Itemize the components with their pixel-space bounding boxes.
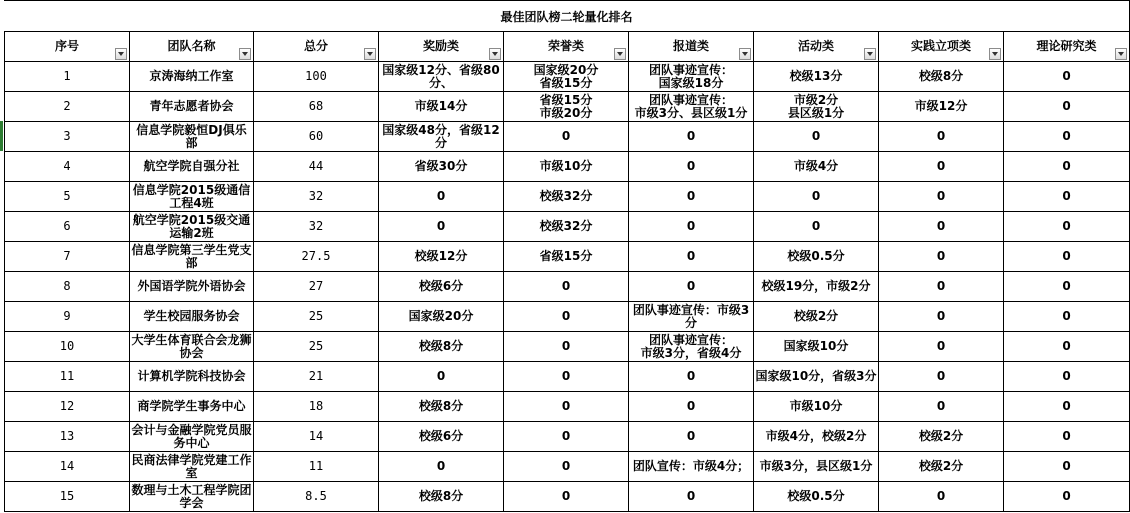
- cell-activity[interactable]: 校级0.5分: [754, 482, 879, 512]
- column-header-label: 实践立项类: [910, 39, 971, 53]
- cell-total-score[interactable]: 27: [254, 272, 379, 302]
- cell-practice[interactable]: 0: [879, 332, 1004, 362]
- cell-honor[interactable]: 0: [504, 482, 629, 512]
- cell-award[interactable]: 国家级48分，省级12分: [379, 122, 504, 152]
- cell-practice[interactable]: 市级12分: [879, 92, 1004, 122]
- cell-report[interactable]: 0: [629, 362, 754, 392]
- cell-team-name[interactable]: 民商法律学院党建工作室: [131, 452, 252, 480]
- cell-report[interactable]: 0: [629, 242, 754, 272]
- cell-report[interactable]: 0: [629, 392, 754, 422]
- cell-theory[interactable]: 0: [1004, 62, 1130, 92]
- cell-total-score[interactable]: 60: [254, 122, 379, 152]
- cell-honor[interactable]: 校级32分: [504, 212, 629, 242]
- cell-activity[interactable]: 国家级10分，省级3分: [754, 362, 879, 392]
- cell-index[interactable]: 4: [5, 152, 130, 182]
- filter-dropdown-icon[interactable]: [739, 48, 751, 60]
- cell-activity[interactable]: 0: [754, 212, 879, 242]
- cell-practice[interactable]: 0: [879, 122, 1004, 152]
- cell-report[interactable]: 0: [629, 272, 754, 302]
- filter-dropdown-icon[interactable]: [489, 48, 501, 60]
- cell-total-score[interactable]: 44: [254, 152, 379, 182]
- cell-index[interactable]: 10: [5, 332, 130, 362]
- column-header-label: 报道类: [672, 39, 709, 53]
- filter-dropdown-icon[interactable]: [239, 48, 251, 60]
- cell-index[interactable]: 2: [5, 92, 130, 122]
- column-header-label: 活动类: [797, 39, 834, 53]
- cell-award[interactable]: 0: [379, 212, 504, 242]
- cell-honor[interactable]: 校级32分: [504, 182, 629, 212]
- cell-theory[interactable]: 0: [1004, 122, 1130, 152]
- cell-theory[interactable]: 0: [1004, 332, 1130, 362]
- cell-award[interactable]: 校级8分: [379, 392, 504, 422]
- cell-practice[interactable]: 0: [879, 272, 1004, 302]
- column-header-team-name: [130, 32, 254, 62]
- filter-dropdown-icon[interactable]: [364, 48, 376, 60]
- table-row: [5, 122, 1130, 152]
- cell-report[interactable]: 0: [629, 422, 754, 452]
- cell-honor[interactable]: 省级15分 市级20分: [504, 92, 629, 122]
- cell-report[interactable]: 团队事迹宣传： 市级3分，省级4分: [629, 332, 754, 362]
- cell-practice[interactable]: 0: [879, 242, 1004, 272]
- cell-total-score[interactable]: 32: [254, 182, 379, 212]
- filter-dropdown-icon[interactable]: [614, 48, 626, 60]
- cell-index[interactable]: 9: [5, 302, 130, 332]
- cell-total-score[interactable]: 8.5: [254, 482, 379, 512]
- cell-activity[interactable]: 市级2分 县区级1分: [754, 92, 879, 122]
- cell-report[interactable]: 团队事迹宣传：市级3分: [629, 302, 754, 332]
- cell-team-name[interactable]: 信息学院2015级通信工程4班: [130, 182, 254, 212]
- cell-index[interactable]: 12: [5, 392, 130, 422]
- cell-total-score[interactable]: 14: [254, 422, 379, 452]
- cell-index[interactable]: 1: [5, 62, 130, 92]
- cell-report[interactable]: 团队宣传：市级4分；: [629, 452, 754, 482]
- cell-total-score[interactable]: 18: [254, 392, 379, 422]
- cell-report[interactable]: 团队事迹宣传： 市级3分、县区级1分: [629, 92, 754, 122]
- column-header-label: 理论研究类: [1036, 39, 1097, 53]
- cell-team-name[interactable]: 航空学院自强分社: [130, 152, 254, 182]
- cell-activity[interactable]: 市级10分: [754, 392, 879, 422]
- cell-theory[interactable]: 0: [1004, 362, 1130, 392]
- cell-theory[interactable]: 0: [1004, 302, 1130, 332]
- sheet-title: 最佳团队榜二轮量化排名: [4, 0, 1130, 32]
- cell-team-name[interactable]: 商学院学生事务中心: [130, 392, 254, 422]
- cell-activity[interactable]: 校级19分，市级2分: [754, 272, 879, 302]
- cell-activity[interactable]: 0: [754, 182, 879, 212]
- cell-honor[interactable]: 0: [504, 332, 629, 362]
- cell-team-name[interactable]: 青年志愿者协会: [130, 92, 254, 122]
- cell-award[interactable]: 0: [379, 362, 504, 392]
- column-header-honor: [504, 32, 629, 62]
- filter-dropdown-icon[interactable]: [1115, 48, 1127, 60]
- cell-honor[interactable]: 0: [504, 422, 629, 452]
- cell-team-name[interactable]: 大学生体育联合会龙狮协会: [131, 332, 252, 360]
- cell-total-score[interactable]: 11: [254, 452, 379, 482]
- column-header-label: 序号: [54, 39, 79, 53]
- cell-award[interactable]: 校级6分: [379, 422, 504, 452]
- cell-team-name[interactable]: 信息学院第三学生党支部: [131, 242, 252, 270]
- cell-total-score[interactable]: 21: [254, 362, 379, 392]
- table-row: [5, 452, 1130, 482]
- cell-honor[interactable]: 0: [504, 272, 629, 302]
- table-row: [5, 212, 1130, 242]
- table-row: [5, 332, 1130, 362]
- column-header-label: 荣誉类: [547, 39, 584, 53]
- cell-index[interactable]: 13: [5, 422, 130, 452]
- column-header-label: 团队名称: [167, 39, 216, 53]
- column-header-total-score: [254, 32, 379, 62]
- cell-index[interactable]: 5: [5, 182, 130, 212]
- cell-award[interactable]: 校级8分: [379, 482, 504, 512]
- cell-index[interactable]: 6: [5, 212, 130, 242]
- cell-activity[interactable]: 市级3分，县区级1分: [754, 452, 879, 482]
- cell-theory[interactable]: 0: [1004, 242, 1130, 272]
- column-header-practice: [879, 32, 1004, 62]
- cell-team-name[interactable]: 会计与金融学院党员服务中心: [131, 422, 252, 450]
- cell-activity[interactable]: 0: [754, 122, 879, 152]
- cell-activity[interactable]: 市级4分: [754, 152, 879, 182]
- cell-total-score[interactable]: 25: [254, 332, 379, 362]
- cell-award[interactable]: 国家级12分、省级80分、: [379, 62, 504, 92]
- cell-team-name[interactable]: 航空学院2015级交通运输2班: [130, 212, 254, 242]
- cell-award[interactable]: 国家级20分: [379, 302, 504, 332]
- cell-theory[interactable]: 0: [1004, 392, 1130, 422]
- cell-theory[interactable]: 0: [1004, 452, 1130, 482]
- cell-report[interactable]: 0: [629, 152, 754, 182]
- cell-theory[interactable]: 0: [1004, 182, 1130, 212]
- cell-honor[interactable]: 市级10分: [504, 152, 629, 182]
- cell-award[interactable]: 校级6分: [379, 272, 504, 302]
- cell-award[interactable]: 0: [379, 452, 504, 482]
- cell-practice[interactable]: 0: [879, 392, 1004, 422]
- cell-practice[interactable]: 0: [879, 212, 1004, 242]
- cell-total-score[interactable]: 32: [254, 212, 379, 242]
- cell-team-name[interactable]: 信息学院毅恒DJ俱乐部: [130, 122, 254, 152]
- cell-honor[interactable]: 国家级20分 省级15分: [504, 62, 629, 92]
- cell-index[interactable]: 8: [5, 272, 130, 302]
- filter-dropdown-icon[interactable]: [989, 48, 1001, 60]
- cell-index[interactable]: 15: [5, 482, 130, 512]
- header-row: [5, 32, 1130, 62]
- cell-team-name[interactable]: 京涛海纳工作室: [130, 62, 254, 92]
- table-body: [5, 62, 1130, 512]
- cell-theory[interactable]: 0: [1004, 212, 1130, 242]
- cell-honor[interactable]: 0: [504, 362, 629, 392]
- column-header-index: [5, 32, 130, 62]
- cell-honor[interactable]: 省级15分: [504, 242, 629, 272]
- cell-team-name[interactable]: 外国语学院外语协会: [130, 272, 254, 302]
- cell-report[interactable]: 0: [629, 482, 754, 512]
- cell-team-name[interactable]: 计算机学院科技协会: [130, 362, 254, 392]
- table-row: [5, 62, 1130, 92]
- cell-activity[interactable]: 校级0.5分: [754, 242, 879, 272]
- table-row: [5, 182, 1130, 212]
- cell-report[interactable]: 0: [629, 182, 754, 212]
- cell-honor[interactable]: 0: [504, 122, 629, 152]
- ranking-table: [4, 31, 1130, 512]
- table-row: [5, 92, 1130, 122]
- row-selection-marker: [0, 121, 3, 151]
- cell-theory[interactable]: 0: [1004, 422, 1130, 452]
- cell-theory[interactable]: 0: [1004, 152, 1130, 182]
- table-row: [5, 422, 1130, 452]
- table-row: [5, 302, 1130, 332]
- column-header-report: [629, 32, 754, 62]
- cell-honor[interactable]: 0: [504, 302, 629, 332]
- cell-team-name[interactable]: 数理与土木工程学院团学会: [131, 482, 252, 510]
- cell-activity[interactable]: 校级2分: [754, 302, 879, 332]
- table-row: [5, 272, 1130, 302]
- table-row: [5, 242, 1130, 272]
- cell-index[interactable]: 3: [5, 122, 130, 152]
- cell-practice[interactable]: 0: [879, 362, 1004, 392]
- cell-index[interactable]: 11: [5, 362, 130, 392]
- cell-award[interactable]: 校级8分: [379, 332, 504, 362]
- cell-report[interactable]: 0: [629, 122, 754, 152]
- cell-practice[interactable]: 0: [879, 182, 1004, 212]
- column-header-award: [379, 32, 504, 62]
- cell-practice[interactable]: 校级2分: [879, 452, 1004, 482]
- cell-award[interactable]: 省级30分: [379, 152, 504, 182]
- cell-honor[interactable]: 0: [504, 392, 629, 422]
- cell-activity[interactable]: 国家级10分: [754, 332, 879, 362]
- cell-index[interactable]: 7: [5, 242, 130, 272]
- cell-total-score[interactable]: 100: [254, 62, 379, 92]
- cell-activity[interactable]: 市级4分，校级2分: [754, 422, 879, 452]
- cell-award[interactable]: 0: [379, 182, 504, 212]
- column-header-label: 奖励类: [422, 39, 459, 53]
- column-header-theory: [1004, 32, 1130, 62]
- cell-total-score[interactable]: 68: [254, 92, 379, 122]
- table-row: [5, 392, 1130, 422]
- cell-practice[interactable]: 0: [879, 482, 1004, 512]
- cell-practice[interactable]: 0: [879, 152, 1004, 182]
- cell-report[interactable]: 团队事迹宣传： 国家级18分: [629, 62, 754, 92]
- cell-activity[interactable]: 校级13分: [754, 62, 879, 92]
- cell-theory[interactable]: 0: [1004, 92, 1130, 122]
- table-row: [5, 152, 1130, 182]
- cell-award[interactable]: 市级14分: [379, 92, 504, 122]
- cell-practice[interactable]: 校级8分: [879, 62, 1004, 92]
- cell-theory[interactable]: 0: [1004, 482, 1130, 512]
- cell-total-score[interactable]: 27.5: [254, 242, 379, 272]
- filter-dropdown-icon[interactable]: [115, 48, 127, 60]
- cell-award[interactable]: 校级12分: [379, 242, 504, 272]
- column-header-activity: [754, 32, 879, 62]
- column-header-label: 总分: [303, 39, 328, 53]
- cell-practice[interactable]: 校级2分: [879, 422, 1004, 452]
- cell-practice[interactable]: 0: [879, 302, 1004, 332]
- cell-honor[interactable]: 0: [504, 452, 629, 482]
- table-row: [5, 362, 1130, 392]
- cell-total-score[interactable]: 25: [254, 302, 379, 332]
- cell-report[interactable]: 0: [629, 212, 754, 242]
- cell-theory[interactable]: 0: [1004, 272, 1130, 302]
- cell-team-name[interactable]: 学生校园服务协会: [130, 302, 254, 332]
- filter-dropdown-icon[interactable]: [864, 48, 876, 60]
- table-row: [5, 482, 1130, 512]
- cell-index[interactable]: 14: [5, 452, 130, 482]
